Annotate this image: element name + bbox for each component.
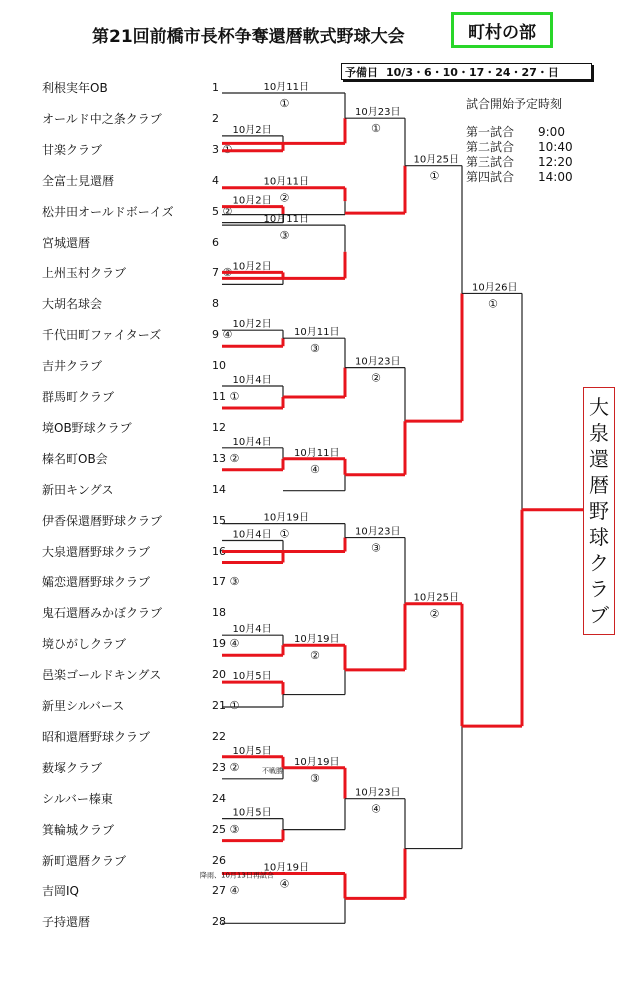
match-slot-marker: ①	[371, 122, 381, 136]
match-date: 10月23日	[355, 356, 401, 368]
match-slot-marker: ④	[279, 877, 290, 891]
team-name: シルバー榛東	[42, 791, 113, 806]
team-number: 13 ②	[212, 451, 240, 465]
champion-char: ブ	[589, 603, 609, 627]
team-number: 26	[212, 853, 226, 867]
match-slot-marker: ①	[279, 527, 290, 541]
team-number: 27 ④	[212, 884, 240, 898]
team-number: 22	[212, 729, 226, 743]
match-date: 10月5日	[232, 671, 272, 683]
team-name: 鬼石還暦みかぼクラブ	[42, 606, 163, 621]
match-slot-marker: ①	[488, 297, 498, 311]
team-number: 24	[212, 791, 226, 805]
team-number: 12	[212, 420, 226, 434]
match-slot-marker: ①	[279, 97, 290, 110]
team-number: 5 ②	[212, 204, 233, 218]
team-name: 新里シルバース	[42, 699, 125, 713]
match-date: 10月2日	[232, 124, 272, 136]
match-slot-marker: ③	[371, 541, 381, 555]
match-date: 10月4日	[232, 375, 272, 386]
team-name: 上州玉村クラブ	[42, 266, 127, 281]
team-number: 6	[212, 235, 219, 249]
team-number: 16	[212, 544, 226, 558]
match-date: 10月4日	[232, 436, 272, 448]
champion-char: ク	[589, 551, 609, 575]
team-name: 大泉還暦野球クラブ	[42, 544, 151, 559]
team-number: 9 ④	[212, 328, 233, 342]
team-name: 邑楽ゴールドキングス	[42, 668, 162, 683]
match-slot-marker: ①	[429, 169, 440, 183]
team-name: 大胡名球会	[42, 297, 103, 312]
match-date: 10月11日	[294, 447, 340, 459]
team-number: 2	[212, 111, 219, 125]
team-name: 境OB野球クラブ	[42, 420, 132, 435]
champion-char: 球	[589, 525, 609, 549]
team-name: 新田キングス	[42, 482, 114, 497]
team-name: 群馬町クラブ	[42, 390, 115, 404]
team-name: 千代田町ファイターズ	[42, 328, 162, 343]
match-slot-marker: ④	[371, 802, 381, 816]
champion-char: 大	[589, 395, 609, 419]
team-name: 薮塚クラブ	[42, 760, 103, 775]
champion-char: 野	[589, 499, 609, 523]
match-date: 10月11日	[294, 327, 340, 339]
team-number: 8	[212, 297, 219, 311]
match-date: 10月4日	[232, 529, 272, 541]
team-name: 利根実年OB	[42, 81, 108, 95]
match-date: 10月25日	[413, 154, 459, 166]
champion-char: 泉	[589, 421, 609, 445]
team-number: 25 ③	[212, 822, 240, 836]
match-date: 10月11日	[263, 214, 309, 226]
team-number: 14	[212, 482, 226, 496]
match-date: 10月26日	[472, 282, 518, 294]
match-date: 10月11日	[263, 176, 309, 188]
match-date: 10月19日	[263, 512, 309, 524]
division-label: 町村の部	[451, 12, 553, 48]
schedule-row: 第一試合 9:00	[466, 125, 565, 139]
rain-postponed-note: 降雨、10月13日再試合	[200, 871, 274, 880]
team-number: 20	[212, 668, 226, 682]
team-name: オールド中之条クラブ	[42, 111, 162, 126]
match-date: 10月5日	[232, 745, 272, 757]
match-date: 10月11日	[263, 82, 309, 93]
schedule-heading: 試合開始予定時刻	[466, 97, 563, 111]
match-date: 10月25日	[413, 592, 459, 604]
team-number: 19 ④	[212, 637, 240, 651]
match-date: 10月2日	[232, 195, 272, 207]
team-number: 11 ①	[212, 390, 240, 403]
page-title: 第21回前橋市長杯争奪還暦軟式野球大会	[92, 27, 405, 47]
match-slot-marker: ④	[310, 462, 320, 476]
team-name: 昭和還暦野球クラブ	[42, 729, 151, 744]
team-number: 28	[212, 915, 226, 929]
match-slot-marker: ③	[279, 229, 290, 243]
team-name: 宮城還暦	[42, 235, 91, 250]
match-slot-marker: ②	[371, 371, 381, 385]
match-date: 10月19日	[294, 634, 340, 646]
team-number: 23 ②	[212, 760, 240, 774]
match-slot-marker: ③	[310, 771, 320, 785]
champion-char: ラ	[589, 577, 609, 601]
team-name: 子持還暦	[42, 915, 91, 930]
match-date: 10月2日	[232, 319, 272, 331]
match-date: 10月23日	[355, 526, 401, 538]
match-slot-marker: ②	[310, 649, 320, 663]
team-name: 全富士見還暦	[42, 173, 115, 188]
team-name: 箕輪城クラブ	[42, 822, 115, 837]
team-name: 松井田オールドボーイズ	[42, 204, 174, 219]
team-number: 18	[212, 606, 226, 620]
team-name: 榛名町OB会	[42, 451, 108, 466]
match-date: 10月5日	[232, 807, 272, 819]
champion-box	[583, 387, 615, 635]
match-date: 10月23日	[355, 107, 401, 119]
team-number: 3 ①	[212, 142, 233, 156]
team-number: 15	[212, 513, 226, 527]
team-name: 甘楽クラブ	[42, 142, 103, 157]
team-name: 吉井クラブ	[42, 359, 103, 374]
schedule-row: 第二試合 10:40	[466, 140, 573, 154]
match-date: 10月19日	[263, 862, 309, 874]
match-slot-marker: ②	[429, 607, 440, 621]
champion-char: 暦	[589, 473, 609, 497]
reserve-dates-value: 10/3・6・10・17・24・27・日	[386, 65, 559, 79]
schedule-row: 第三試合 12:20	[466, 155, 573, 169]
schedule-row: 第四試合 14:00	[466, 170, 573, 184]
match-slot-marker: ③	[310, 342, 320, 356]
team-name: 境ひがしクラブ	[42, 637, 127, 652]
forfeit-note: 不戦勝	[262, 766, 283, 775]
match-date: 10月2日	[232, 261, 272, 273]
reserve-dates-label: 予備日	[345, 65, 378, 79]
team-name: 新町還暦クラブ	[42, 853, 127, 868]
team-number: 4	[212, 173, 219, 187]
match-date: 10月23日	[355, 787, 401, 799]
team-name: 吉岡IQ	[42, 884, 79, 899]
match-slot-marker: ②	[279, 191, 290, 205]
team-name: 伊香保還暦野球クラブ	[42, 513, 163, 528]
team-number: 7 ③	[212, 266, 233, 280]
match-date: 10月4日	[232, 624, 272, 636]
team-name: 孀恋還暦野球クラブ	[42, 575, 151, 590]
team-number: 10	[212, 359, 226, 373]
champion-char: 還	[589, 447, 609, 471]
match-date: 10月19日	[294, 756, 340, 768]
team-number: 17 ③	[212, 575, 240, 589]
team-number: 1	[212, 81, 219, 94]
team-number: 21 ①	[212, 699, 240, 712]
